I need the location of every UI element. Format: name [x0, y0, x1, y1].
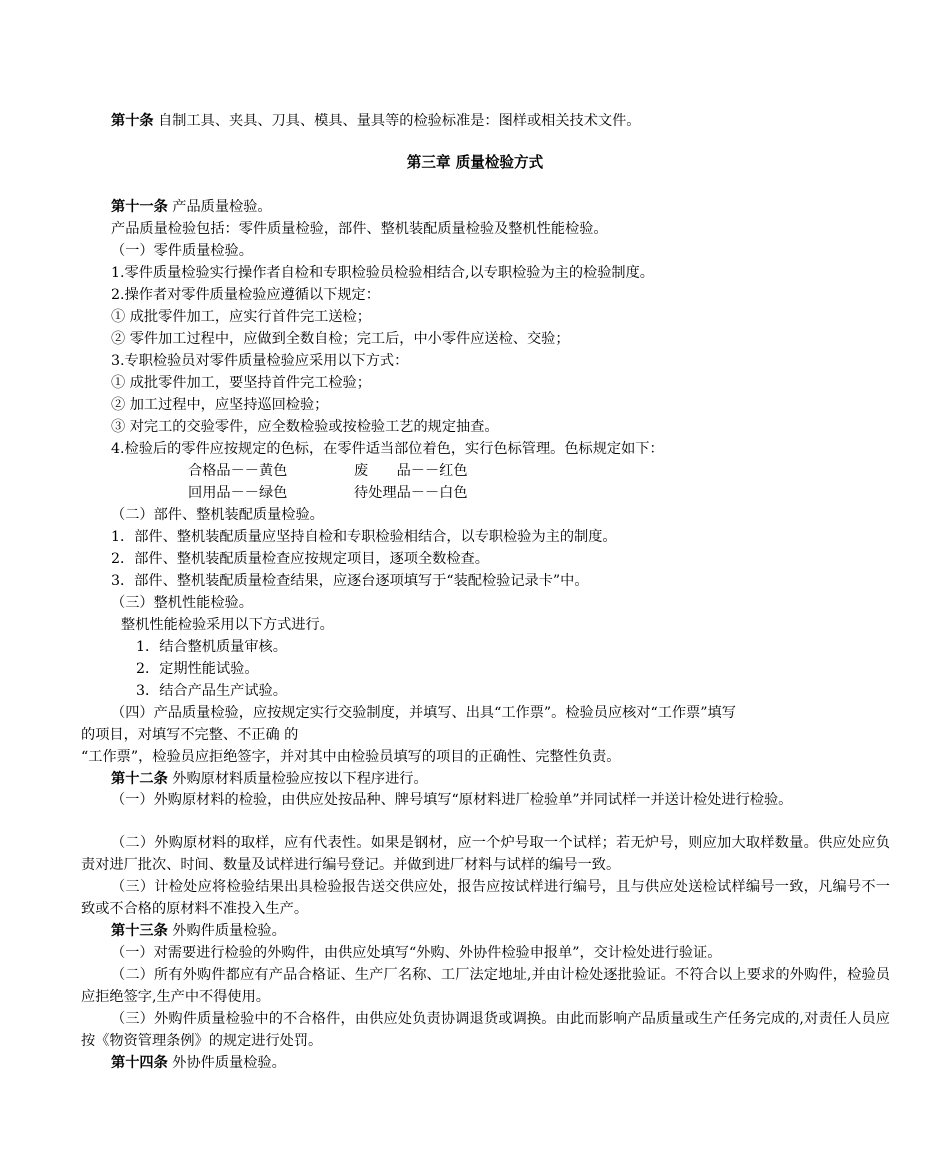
- part1-line-3: ① 成批零件加工，应实行首件完工送检；: [111, 309, 371, 325]
- part1-title: （一）零件质量检验。: [111, 243, 253, 259]
- article-14-title-line: [111, 1053, 286, 1073]
- article-12-title-line: [111, 769, 428, 789]
- article-10: [111, 111, 640, 131]
- color-code-item: 待处理品－－白色: [354, 485, 468, 501]
- part2-line-1: 1．部件、整机装配质量应坚持自检和专职检验相结合，以专职检验为主的制度。: [111, 529, 617, 545]
- part4-line-1: （四）产品质量检验，应按规定实行交验制度，并填写、出具“工作票”。检验员应核对“工作票”填写: [111, 705, 736, 721]
- color-code-item: 回用品－－绿色: [188, 485, 288, 501]
- article-12-paragraph-2: （二）外购原材料的取样，应有代表性。如果是钢材，应一个炉号取一个试样；若无炉号，则应加大取样数量。供应处应负责对进厂批次、时间、数量及试样进行编号登记。并做到进厂材料与试样的编号一致。: [81, 835, 890, 873]
- part1-line-8: ③ 对完工的交验零件，应全数检验或按检验工艺的规定抽查。: [111, 419, 499, 435]
- article-13-title: 外购件质量检验。: [172, 923, 286, 939]
- part3-line-2: 2．定期性能试验。: [136, 661, 259, 677]
- article-13-paragraph-3: （三）外购件质量检验中的不合格件，由供应处负责协调退货或调换。由此而影响产品质量或生产任务完成的,对责任人员应按《物资管理条例》的规定进行处罚。: [81, 1011, 890, 1049]
- part2-line-2: 2．部件、整机装配质量检查应按规定项目，逐项全数检查。: [111, 551, 489, 567]
- article-11-heading: 第十一条: [111, 199, 168, 215]
- part1-line-5: 3.专职检验员对零件质量检验应采用以下方式：: [111, 353, 409, 369]
- article-10-text: 自制工具、夹具、刀具、模具、量具等的检验标准是：图样或相关技术文件。: [158, 113, 641, 129]
- part4-line-2: 的项目，对填写不完整、不正确 的: [81, 727, 299, 743]
- article-12-paragraph-3: （三）计检处应将检验结果出具检验报告送交供应处，报告应按试样进行编号，且与供应处送检试样编号一致，凡编号不一致或不合格的原材料不准投入生产。: [81, 879, 890, 917]
- article-13-paragraph-2: （二）所有外购件都应有产品合格证、生产厂名称、工厂法定地址,并由计检处逐批验证。不符合以上要求的外购件，检验员应拒绝签字,生产中不得使用。: [81, 967, 890, 1005]
- part1-line-6: ① 成批零件加工，要坚持首件完工检验；: [111, 375, 371, 391]
- part1-line-7: ② 加工过程中，应坚持巡回检验；: [111, 397, 329, 413]
- part3-title: （三）整机性能检验。: [111, 595, 253, 611]
- chapter-title: 第三章 质量检验方式: [406, 154, 544, 171]
- part1-line-9: 4.检验后的零件应按规定的色标，在零件适当部位着色，实行色标管理。色标规定如下：: [111, 441, 664, 457]
- part3-line-3: 3．结合产品生产试验。: [136, 683, 287, 699]
- part2-line-3: 3．部件、整机装配质量检查结果，应逐台逐项填写于“装配检验记录卡”中。: [111, 573, 589, 589]
- part3-intro: 整机性能检验采用以下方式进行。: [121, 617, 334, 633]
- part2-title: （二）部件、整机装配质量检验。: [111, 507, 324, 523]
- part4-line-3: “工作票”，检验员应拒绝签字，并对其中由检验员填写的项目的正确性、完整性负责。: [81, 749, 621, 765]
- part1-line-1: 1.零件质量检验实行操作者自检和专职检验员检验相结合,以专职检验为主的检验制度。: [111, 265, 654, 281]
- color-code-item: 废 品－－红色: [354, 463, 468, 479]
- article-11-intro: 产品质量检验包括：零件质量检验，部件、整机装配质量检验及整机性能检验。: [111, 221, 608, 237]
- article-13-title-line: [111, 921, 286, 941]
- article-13-heading: 第十三条: [111, 923, 168, 939]
- article-12-heading: 第十二条: [111, 771, 168, 787]
- article-10-heading: 第十条: [111, 113, 154, 129]
- article-14-title: 外协件质量检验。: [172, 1055, 286, 1071]
- part1-line-2: 2.操作者对零件质量检验应遵循以下规定：: [111, 287, 380, 303]
- article-13-paragraph-1: （一）对需要进行检验的外购件，由供应处填写“外购、外协件检验申报单”，交计检处进行验证。: [111, 945, 722, 961]
- part1-line-4: ② 零件加工过程中，应做到全数自检；完工后，中小零件应送检、交验；: [111, 331, 570, 347]
- article-11-title-line: [111, 197, 272, 217]
- color-code-item: 合格品－－黄色: [188, 463, 288, 479]
- part3-line-1: 1．结合整机质量审核。: [136, 639, 287, 655]
- article-12-paragraph-1: （一）外购原材料的检验，由供应处按品种、牌号填写“原材料进厂检验单”并同试样一并送计检处进行检验。: [111, 792, 793, 808]
- article-12-title: 外购原材料质量检验应按以下程序进行。: [172, 771, 428, 787]
- article-11-title: 产品质量检验。: [172, 199, 272, 215]
- article-14-heading: 第十四条: [111, 1055, 168, 1071]
